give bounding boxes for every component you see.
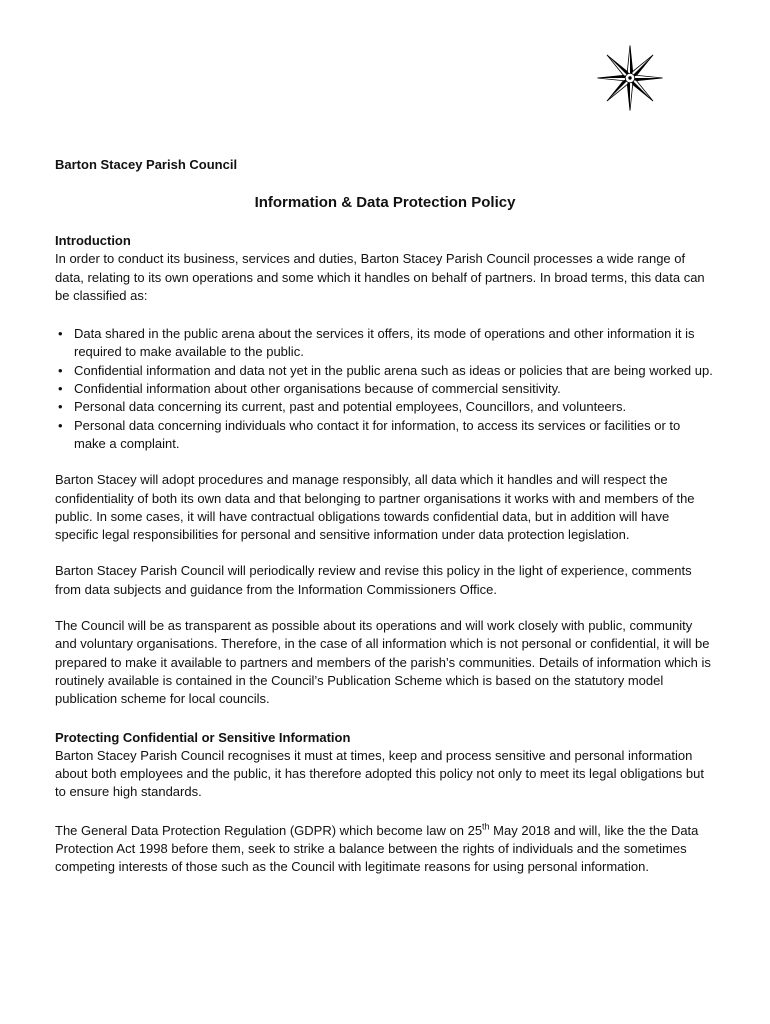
transparency-paragraph: The Council will be as transparent as possible about its operations and will work closely with public, community and voluntary organisations. Therefore, in the case of all information which is not personal or confidential, it will be prepared to make it available to partners and members of the parish’s communities. Details of information which is routinely available is contained in the Council’s Publication Scheme which is based on the statutory model publication scheme for local councils. bbox=[55, 618, 711, 707]
bullet-icon: • bbox=[58, 362, 63, 378]
procedures-paragraph: Barton Stacey will adopt procedures and manage responsibly, all data which it handles and will respect the confidentiality of both its own data and that belonging to partner organisations it works with and members of the public. In some cases, it will have contractual obligations towards confidential data, but in addition will have specific legal responsibilities for personal and sensitive information under data protection legislation. bbox=[55, 472, 695, 543]
introduction-paragraph: In order to conduct its business, services and duties, Barton Stacey Parish Council processes a wide range of data, relating to its own operations and some which it handles on behalf of partners. In broad terms, this data can be classified as: bbox=[55, 251, 705, 303]
review-paragraph: Barton Stacey Parish Council will periodically review and revise this policy in the light of experience, comments from data subjects and guidance from the Information Commissioners Office. bbox=[55, 563, 692, 597]
bullet-icon: • bbox=[58, 326, 63, 342]
data-classification-list bbox=[55, 325, 715, 453]
policy-body bbox=[55, 232, 715, 877]
organisation-name: Barton Stacey Parish Council bbox=[55, 157, 238, 172]
list-item: • Personal data concerning its current, past and potential employees, Councillors, and volunteers. bbox=[55, 398, 715, 416]
introduction-heading: Introduction bbox=[55, 233, 131, 248]
protecting-paragraph: Barton Stacey Parish Council recognises it must at times, keep and process sensitive and personal information about both employees and the public, it has therefore adopted this policy not only to meet its legal obligations but to ensure high standards. bbox=[55, 747, 704, 800]
list-item: • Data shared in the public arena about the services it offers, its mode of operations and other information it is required to make available to the public. bbox=[58, 326, 695, 360]
protecting-heading: Protecting Confidential or Sensitive Information bbox=[55, 729, 351, 745]
list-item: • Confidential information about other organisations because of commercial sensitivity. bbox=[55, 380, 715, 398]
bullet-icon: • bbox=[58, 399, 63, 415]
bullet-icon: • bbox=[58, 417, 63, 433]
list-item: • Confidential information and data not yet in the public arena such as ideas or policies that are being worked up. bbox=[55, 362, 715, 380]
gdpr-paragraph: The General Data Protection Regulation (GDPR) which become law on 25th May 2018 and will, like the the Data Protection Act 1998 before them, seek to strike a balance between the rights of individuals and the sometimes competing interests of those such as the Council with legitimate reasons for using personal information. bbox=[55, 821, 699, 875]
page-title: Information & Data Protection Policy bbox=[254, 194, 516, 211]
compass-star-icon bbox=[596, 44, 664, 112]
bullet-icon: • bbox=[58, 381, 63, 397]
list-item: • Personal data concerning individuals who contact it for information, to access its services or facilities or to make a complaint. bbox=[58, 417, 681, 451]
